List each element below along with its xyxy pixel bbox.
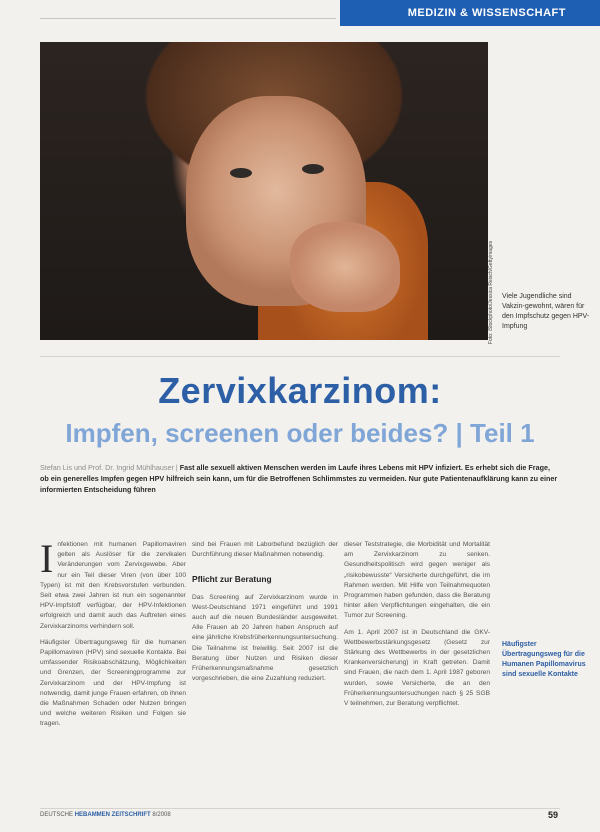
footer-prefix: DEUTSCHE: [40, 812, 74, 818]
photo-caption: Viele Jugendliche sind Vakzin-gewohnt, wären für den Impfschutz gegen HPV-Impfung: [502, 293, 590, 330]
footer-rule: [40, 808, 560, 809]
lead-text: Fast alle sexuell aktiven Menschen werden im Laufe ihres Lebens mit HPV infiziert. Es erhebt sich die Frage, ob ein generelles Impfen gegen HPV hilfreich sein kann, um für die Betroffenen Schlimmstes zu vermeiden. Nur gute Patientenaufklärung kann zu einer informierten Entscheidung führen: [40, 463, 558, 494]
article-lead: [40, 462, 560, 495]
header-rule: [40, 18, 336, 19]
footer-brand: HEBAMMEN ZEITSCHRIFT: [74, 812, 151, 818]
photo-eye-right: [302, 164, 324, 174]
photo-hand: [290, 222, 400, 312]
footer-issue: 8/2008: [152, 812, 171, 818]
article-authors: Stefan Lis und Prof. Dr. Ingrid Mühlhauser |: [40, 463, 178, 472]
section-title: MEDIZIN & WISSENSCHAFT: [407, 7, 566, 19]
article-subtitle: Impfen, screenen oder beides? | Teil 1: [65, 418, 535, 448]
col3-paragraph-1: dieser Teststrategie, die Morbidität und Mortalität am Zervixkarzinom zu senken. Gesundheitspolitisch wird gegen weniger als „risikobewusste“ Versicherte durchgeführt, die im Rahmen werden. Mit Hilfe von Teilnahmequoten Programmen haben gefunden, dass die Beratung hinter allen Verpflichtungen eingehalten, die ein Tumor zur Screening.: [344, 541, 490, 620]
photo-eye-left: [230, 168, 252, 178]
column-3: [344, 540, 490, 715]
dropcap: I: [40, 536, 54, 581]
col1-paragraph-1: nfektionen mit humanen Papillomaviren gelten als Auslöser für die zervikalen Veränderungen vom Zervixgewebe. Aber nur ein Teil dieser Viren (von über 100 Typen) ist mit den Krebsvorstufen verbunden. Seit etwa zwei Jahren ist nun ein sogenannter HPV-Impfstoff verfügbar, der HPV-Infektionen erfolgreich und damit auch das Auftreten eines Zervixkarzinoms verhindern soll.: [40, 541, 186, 630]
sidebar-note: Häufigster Übertragungsweg für die Humanen Papillomavirus sind sexuelle Kontakte: [502, 641, 586, 678]
title-rule: [40, 356, 560, 357]
column-2: [192, 540, 338, 690]
section-heading: Pflicht zur Beratung: [192, 574, 272, 585]
photo-credit: Foto: iStockphoto/Jessica Reisch/Gettyimages: [488, 240, 494, 344]
section-header: [340, 0, 600, 26]
col2-paragraph-1: sind bei Frauen mit Laborbefund bezüglich der Durchführung dieser Maßnahmen notwendig.: [192, 541, 338, 559]
col2-paragraph-2: Das Screening auf Zervixkarzinom wurde in West-Deutschland 1971 eingeführt und 1991 auch auf die neuen Bundesländer ausgeweitet. Alle Frauen ab 20 Jahren haben Anspruch auf eine jährliche Krebsfrüherkennungsuntersuchung. Die Teilnahme ist freiwillig. Seit 2007 ist die Beratung über Nutzen und Risiken dieser Früherkennungsmaßnahme gesetzlich vorgeschrieben, die eine Zuzahlung reduziert.: [192, 593, 338, 683]
article-title: Zervixkarzinom:: [158, 370, 442, 411]
footer-publication: [40, 812, 171, 818]
article-photo: [40, 42, 488, 340]
col3-paragraph-2: Am 1. April 2007 ist in Deutschland die GKV-Wettbewerbsstärkungsgesetz (Gesetz zur Stärkung des Wettbewerbs in der gesetzlichen Krankenversicherung) in Kraft getreten. Damit sind Frauen, die nach dem 1. April 1987 geboren wurden, sowie Versicherte, die an den Früherkennungsuntersuchungen nach § 25 SGB V teilnehmen, zur Beratung verpflichtet.: [344, 628, 490, 708]
page-number: 59: [547, 810, 558, 820]
column-1: [40, 536, 186, 736]
col1-paragraph-2: Häufigster Übertragungsweg für die humanen Papillomaviren (HPV) sind sexuelle Kontakte. Bei umfassender Risikoabschätzung, Möglichkeiten und Grenzen, der Screeningprogramme zur Zervixkarzinom und der HPV-Impfung ist notwendig, damit junge Frauen erfahren, ob ihnen die Maßnahmen Schaden oder Nutzen bringen und welche weiteren Risiken und Folgen sie tragen.: [40, 638, 186, 728]
